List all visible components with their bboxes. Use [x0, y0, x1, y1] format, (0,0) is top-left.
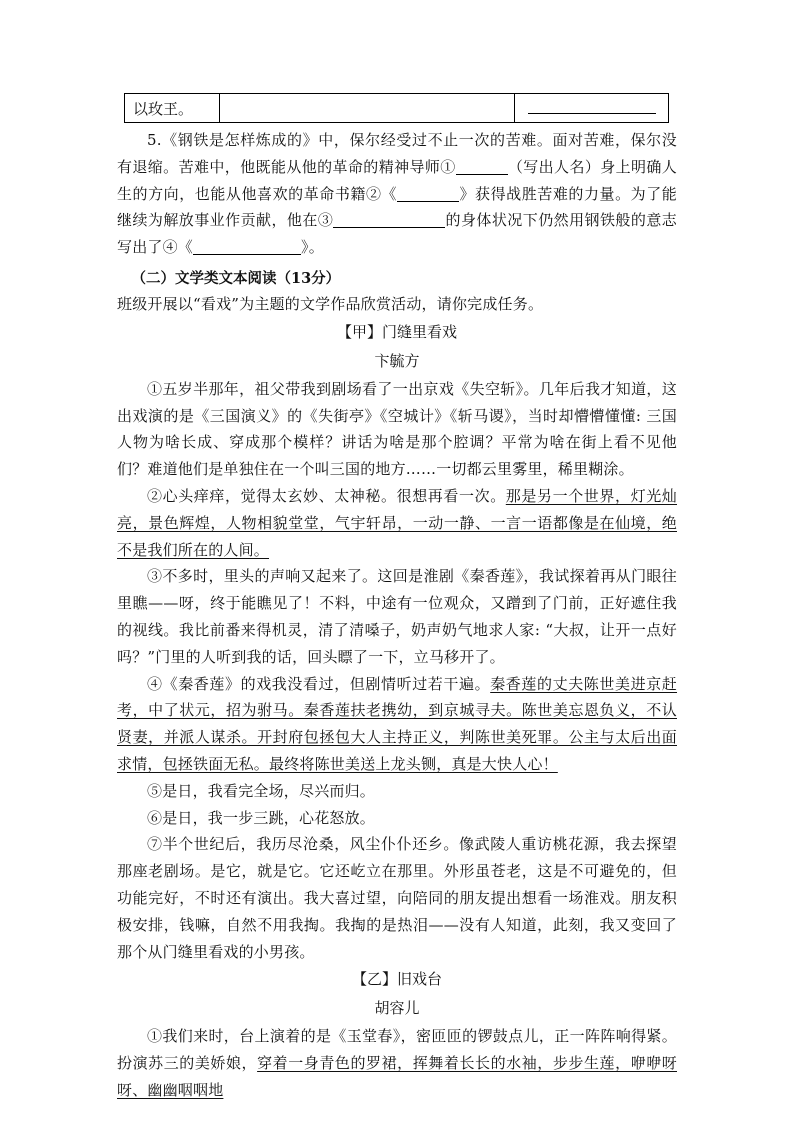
article-b-title: 【乙】旧戏台	[351, 970, 442, 989]
page-content	[117, 93, 677, 1104]
table-cell: 以玫玊。	[125, 94, 220, 123]
table-row	[125, 94, 669, 123]
underlined-sentence: 秦香莲的丈夫陈世美进京赶考，中了状元，招为驸马。秦香莲扶老携幼，到京城寻夫。陈世美忘恩负义，不认贤妻，并派人谋杀。开封府包拯包大人主持正义，判陈世美死罪。公主与太后出面求情，包拯铁面无私。最终将陈世美送上龙头铡，真是大快人心！	[117, 674, 678, 773]
answer-table	[124, 93, 669, 123]
question-5: 5.《钢铁是怎样炼成的》中，保尔经受过不止一次的苦难。面对苦难，保尔没有退缩。苦难中，他既能从他的革命的精神导师① （写出人名）身上明确人生的方向，也能从他喜欢的革命书籍②《 》获得战胜苦难的力量。为了能继续为解放事业作贡献，他在③ 的身体状况下仍然用钢铁般的意志写出了④《 》。	[117, 131, 678, 257]
article-a-paragraph-6: ⑥是日，我一步三跳，心花怒放。	[147, 808, 376, 827]
answer-blank-4[interactable]	[193, 239, 301, 255]
article-a-paragraph-2: ②心头痒痒，觉得太玄妙、太神秘。很想再看一次。那是另一个世界，灯光灿亮，景色辉煌，人物相貌堂堂，气宇轩昂，一动一静、一言一语都像是在仙境，绝不是我们所在的人间。	[117, 486, 677, 559]
article-b-paragraph-1: ①我们来时，台上演着的是《玉堂春》，密匝匝的锣鼓点儿，正一阵阵响得紧。扮演苏三的美娇娘，穿着一身青色的罗裙，挥舞着长长的水袖，步步生莲，咿咿呀呀、幽幽咽咽地	[117, 1027, 677, 1099]
section-intro: 班级开展以“看戏”为主题的文学作品欣赏活动，请你完成任务。	[117, 294, 544, 313]
underlined-sentence: 穿着一身青色的罗裙，挥舞着长长的水袖，步步生莲，咿咿呀呀、幽幽咽咽地	[117, 1054, 677, 1099]
answer-blank[interactable]	[528, 99, 656, 114]
answer-blank-3[interactable]	[333, 212, 445, 228]
article-b-author: 胡容儿	[374, 999, 420, 1018]
underlined-sentence: 那是另一个世界，灯光灿亮，景色辉煌，人物相貌堂堂，气宇轩昂，一动一静、一言一语都像是在仙境，绝不是我们所在的人间。	[117, 486, 677, 559]
article-a-paragraph-4: ④《秦香莲》的戏我没看过，但剧情听过若干遍。秦香莲的丈夫陈世美进京赶考，中了状元，招为驸马。秦香莲扶老携幼，到京城寻夫。陈世美忘恩负义，不认贤妻，并派人谋杀。开封府包拯包大人主持正义，判陈世美死罪。公主与太后出面求情，包拯铁面无私。最终将陈世美送上龙头铡，真是大快人心！	[117, 674, 678, 773]
article-a-paragraph-7: ⑦半个世纪后，我历尽沧桑，风尘仆仆还乡。像武陵人重访桃花源，我去探望那座老剧场。是它，就是它。它还屹立在那里。外形虽苍老，这是不可避免的，但功能完好，不时还有演出。我大喜过望，向陪同的朋友提出想看一场淮戏。朋友积极安排，钱嘛，自然不用我掏。我掏的是热泪——没有人知道，此刻，我又变回了那个从门缝里看戏的小男孩。	[117, 835, 677, 961]
article-a-author: 卞毓方	[374, 351, 420, 370]
answer-blank-2[interactable]	[397, 186, 459, 202]
answer-blank-1[interactable]	[456, 159, 508, 175]
article-a-title: 【甲】门缝里看戏	[336, 322, 457, 341]
article-a-paragraph-3: ③不多时，里头的声响又起来了。这回是淮剧《秦香莲》，我试探着再从门眼往里瞧——呀，终于能瞧见了！不料，中途有一位观众，又蹭到了门前，正好遮住我的视线。我比前番来得机灵，清了清嗓子，奶声奶气地求人家: “大叔，让开一点好吗？”门里的人听到我的话，回头瞟了一下，立马移开了。	[117, 567, 677, 666]
table-cell	[220, 94, 515, 123]
table-cell-blank[interactable]	[515, 94, 669, 123]
article-a-paragraph-5: ⑤是日，我看完全场，尽兴而归。	[147, 781, 376, 800]
section-title: （二）文学类文本阅读（13分）	[131, 269, 341, 287]
article-a-paragraph-1: ①五岁半那年，祖父带我到剧场看了一出京戏《失空斩》。几年后我才知道，这出戏演的是《三国演义》的《失街亭》《空城计》《斩马谡》，当时却懵懵懂懂: 三国人物为啥长成、穿成那个模样？讲话为啥是那个腔调？平常为啥在街上看不见他们？难道他们是单独住在一个叫三国的地方……一切都云里雾里，稀里糊涂。	[117, 379, 677, 479]
